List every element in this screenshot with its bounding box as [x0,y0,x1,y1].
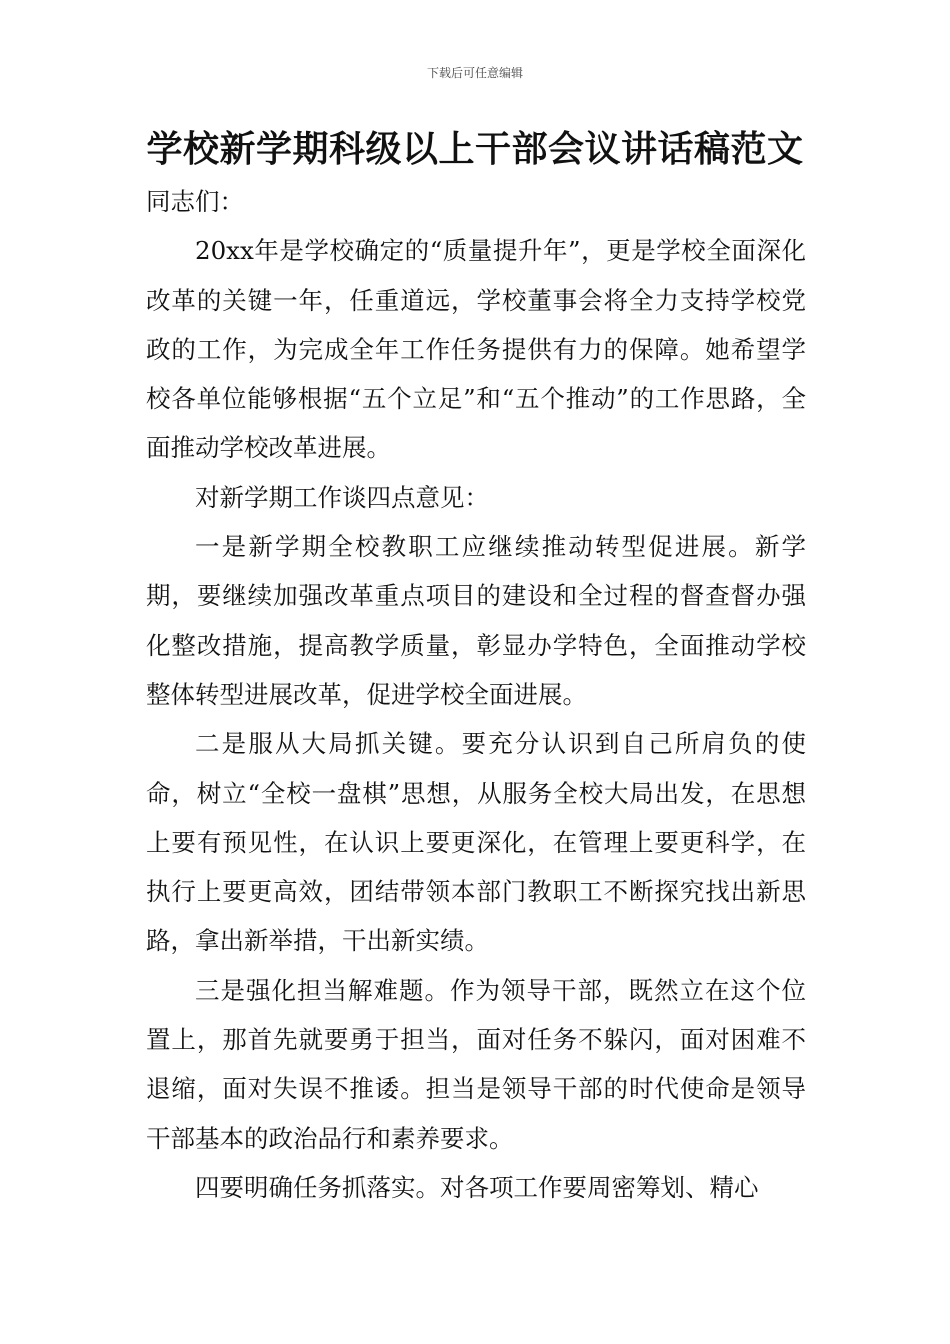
paragraph-point-one: 一是新学期全校教职工应继续推动转型促进展。新学期，要继续加强改革重点项目的建设和全过程的督查督办强化整改措施，提高教学质量，彰显办学特色，全面推动学校整体转型进展改革，促进学校全面进展。 [146,532,806,709]
header-note: 下载后可任意编辑 [426,66,523,80]
paragraph-point-two: 二是服从大局抓关键。要充分认识到自己所肩负的使命，树立“全校一盘棋”思想，从服务全校大局出发，在思想上要有预见性，在认识上要更深化，在管理上要更科学，在执行上要更高效，团结带领本部门教职工不断探究找出新思路，拿出新举措，干出新实绩。 [146,729,806,956]
paragraph-four-points: 对新学期工作谈四点意见： [195,482,489,512]
salutation: 同志们： [146,187,244,216]
paragraph-point-four: 四要明确任务抓落实。对各项工作要周密筹划、精心 [195,1172,759,1202]
paragraph-point-three: 三是强化担当解难题。作为领导干部，既然立在这个位置上，那首先就要勇于担当，面对任务不躲闪，面对困难不退缩，面对失误不推诿。担当是领导干部的时代使命是领导干部基本的政治品行和素养要求。 [146,975,806,1153]
document-title: 学校新学期科级以上干部会议讲话稿范文 [146,129,804,170]
paragraph-intro: 20xx年是学校确定的“质量提升年”，更是学校全面深化改革的关键一年，任重道远，学校董事会将全力支持学校党政的工作，为完成全年工作任务提供有力的保障。她希望学校各单位能够根据“五个立足”和“五个推动”的工作思路，全面推动学校改革进展。 [146,236,806,463]
document-body [146,177,806,1212]
